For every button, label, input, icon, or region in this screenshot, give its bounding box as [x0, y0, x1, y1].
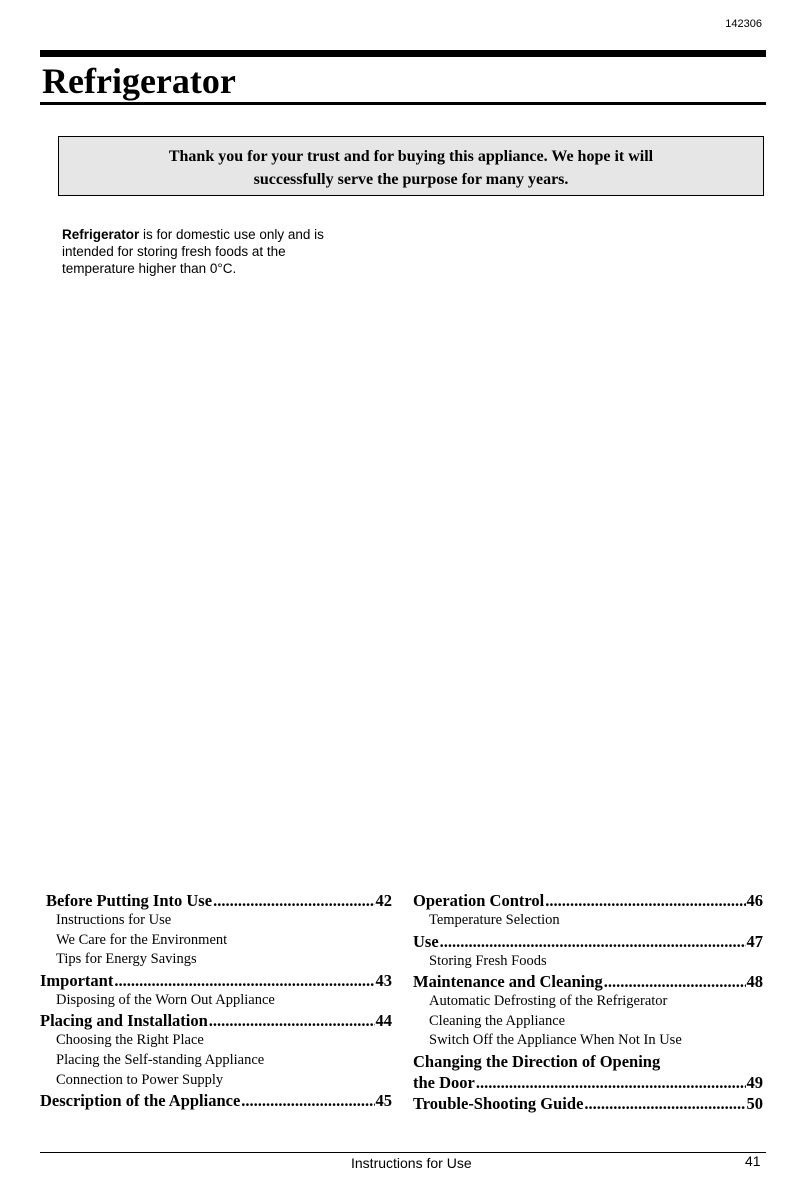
toc-entry-operation[interactable]: [413, 890, 763, 911]
page-title: Refrigerator: [42, 61, 236, 101]
toc-entry-label: Placing and Installation: [40, 1011, 208, 1031]
toc-entry-important[interactable]: [40, 970, 392, 991]
intro-paragraph: [62, 226, 362, 277]
toc-entry-page: 45: [375, 1091, 392, 1111]
toc-entry-page: 46: [746, 891, 763, 910]
toc-entry-use[interactable]: [413, 931, 763, 952]
toc-entry-page: 47: [746, 931, 763, 951]
toc-entry-page: 44: [375, 1011, 392, 1031]
intro-bold: Refrigerator: [62, 227, 140, 242]
toc-subentry[interactable]: Switch Off the Appliance When Not In Use: [429, 1032, 682, 1049]
toc-entry-label: Before Putting Into Use: [46, 891, 213, 910]
toc-subentry[interactable]: Cleaning the Appliance: [429, 1012, 566, 1029]
thank-you-line-2: successfully serve the purpose for many years.: [253, 171, 569, 188]
toc-entry-door[interactable]: [413, 1072, 763, 1093]
toc-subentry[interactable]: Automatic Defrosting of the Refrigerator: [429, 993, 668, 1010]
footer-rule: [40, 1152, 766, 1153]
toc-subentry[interactable]: Disposing of the Worn Out Appliance: [56, 991, 275, 1008]
toc-entry-label: the Door: [413, 1072, 475, 1092]
footer-label: Instructions for Use: [351, 1155, 472, 1171]
document-code: 142306: [725, 18, 762, 30]
toc-entry-maintenance[interactable]: [413, 971, 763, 992]
toc-right-column: [413, 890, 763, 1114]
toc-left-column: [40, 890, 392, 1111]
thank-you-box: [58, 136, 764, 196]
page-number: 41: [745, 1153, 761, 1169]
thank-you-line-1: Thank you for your trust and for buying this appliance. We hope it will: [168, 148, 654, 165]
toc-subentry[interactable]: Connection to Power Supply: [56, 1071, 224, 1088]
toc-entry-trouble[interactable]: [413, 1093, 763, 1114]
toc-subentry[interactable]: Instructions for Use: [56, 912, 172, 928]
toc-entry-label: Trouble-Shooting Guide: [413, 1093, 584, 1113]
toc-entry-label: Use: [413, 931, 439, 951]
toc-entry-description[interactable]: [40, 1090, 392, 1111]
intro-text: is for domestic use only and is intended for storing fresh foods at the temperature higher than 0°C.: [62, 227, 324, 276]
toc-subentry[interactable]: Placing the Self-standing Appliance: [56, 1051, 265, 1068]
toc-entry-page: 48: [746, 972, 763, 992]
toc-entry-page: 50: [746, 1093, 763, 1113]
toc-entry-label: Maintenance and Cleaning: [413, 972, 603, 992]
header-rule-thin: [40, 102, 766, 105]
toc-subentry[interactable]: Tips for Energy Savings: [56, 951, 197, 968]
toc-entry-page: 42: [375, 891, 392, 910]
toc-subentry[interactable]: Storing Fresh Foods: [429, 952, 547, 969]
toc-subentry[interactable]: Choosing the Right Place: [56, 1032, 204, 1049]
toc-subentry[interactable]: We Care for the Environment: [56, 931, 228, 948]
header-rule-thick: [40, 50, 766, 57]
toc-subentry[interactable]: Temperature Selection: [429, 912, 560, 928]
toc-entry-label: Important: [40, 970, 114, 990]
toc-entry-label: Description of the Appliance: [40, 1091, 241, 1111]
toc-entry-before-use[interactable]: [40, 890, 392, 911]
toc-entry-placing[interactable]: [40, 1010, 392, 1031]
toc-entry-page: 43: [375, 970, 392, 990]
toc-entry-door-line-1[interactable]: Changing the Direction of Opening: [413, 1051, 661, 1071]
toc-entry-page: 49: [746, 1072, 763, 1092]
toc-entry-label: Operation Control: [413, 891, 545, 910]
